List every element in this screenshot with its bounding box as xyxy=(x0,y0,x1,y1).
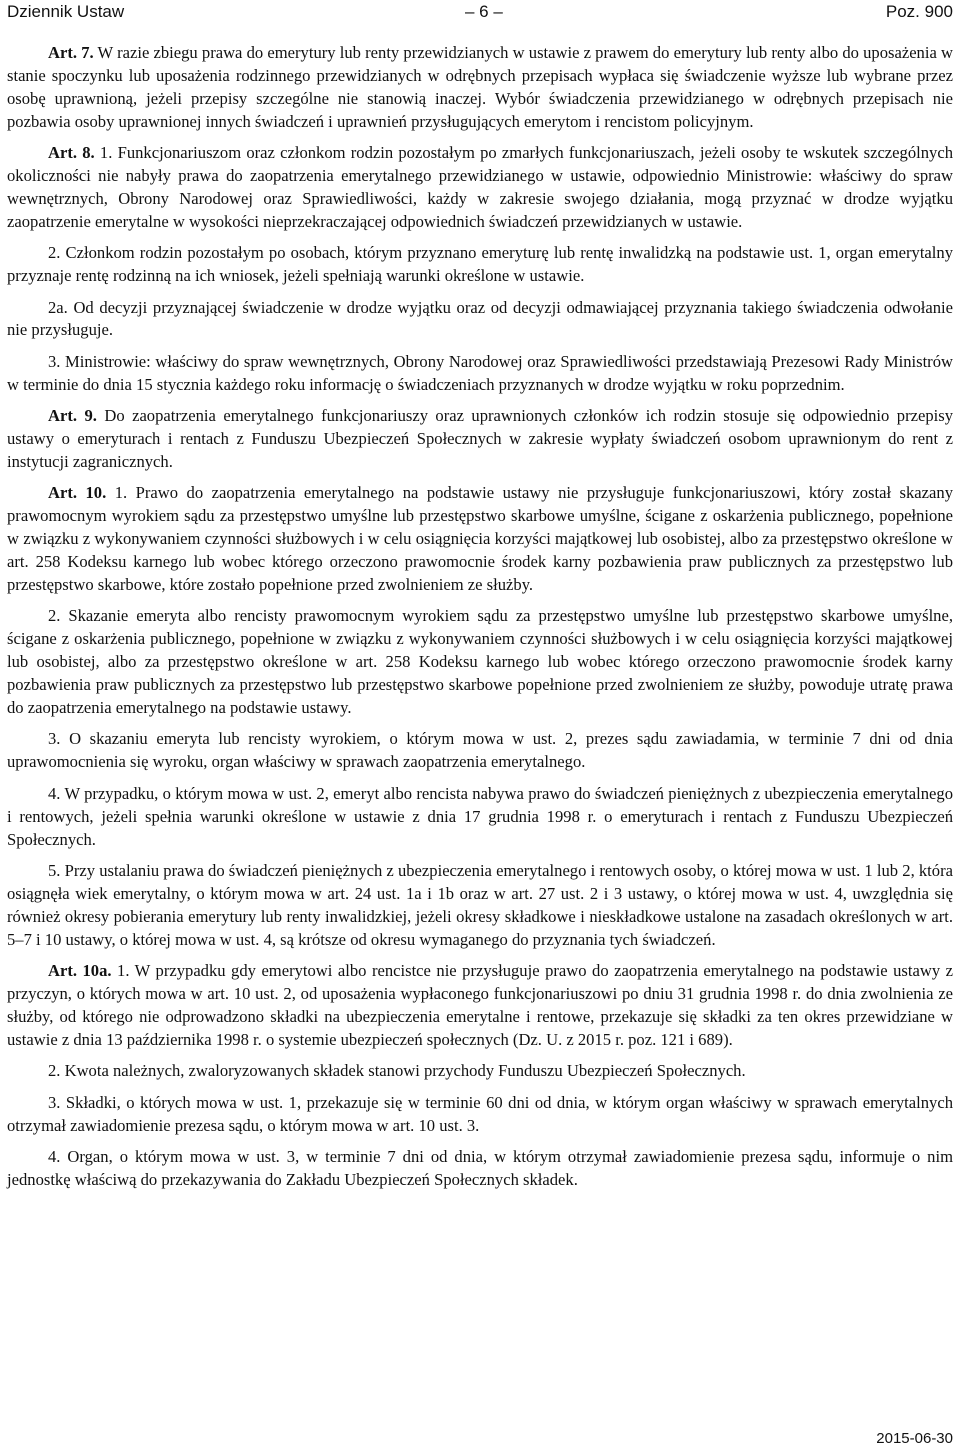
paragraph-art-10-5 xyxy=(7,860,953,952)
paragraph-text: 2. Kwota należnych, zwaloryzowanych składek stanowi przychody Funduszu Ubezpieczeń Społecznych. xyxy=(48,1061,746,1081)
paragraph-art-10-4 xyxy=(7,783,953,852)
article-label: Art. 10. xyxy=(48,483,107,503)
paragraph-art-10a-4 xyxy=(7,1146,953,1192)
paragraph-art-9 xyxy=(7,405,953,474)
paragraph-art-8-1 xyxy=(7,142,953,234)
paragraph-art-10-2 xyxy=(7,605,953,720)
paragraph-text: Do zaopatrzenia emerytalnego funkcjonariuszy oraz uprawnionych członków ich rodzin stosuje się odpowiednio przepisy ustawy o emeryturach i rentach z Funduszu Ubezpieczeń Społecznych w zakresie wypłaty świadczeń osobom uprawnionym do rent z instytucji zagranicznych. xyxy=(7,406,953,471)
page-header xyxy=(7,0,953,24)
paragraph-text: 4. Organ, o którym mowa w ust. 3, w terminie 7 dni od dnia, w którym otrzymał zawiadomienie prezesa sądu, informuje o nim jednostkę właściwą do przekazywania do Zakładu Ubezpieczeń Społecznych składek. xyxy=(7,1146,953,1189)
position-number: Poz. 900 xyxy=(885,2,953,21)
document-body xyxy=(7,42,953,1192)
paragraph-art-10-3 xyxy=(7,728,953,774)
paragraph-art-10a-3 xyxy=(7,1092,953,1138)
paragraph-art-7 xyxy=(7,42,953,134)
paragraph-text: 3. O skazaniu emeryta lub rencisty wyrokiem, o którym mowa w ust. 2, prezes sądu zawiadamia, w terminie 7 dni od dnia uprawomocnienia się wyroku, organ właściwy w sprawach zaopatrzenia emerytalnego. xyxy=(7,729,953,772)
paragraph-text: 1. Prawo do zaopatrzenia emerytalnego na podstawie ustawy nie przysługuje funkcjonariuszowi, który został skazany prawomocnym wyrokiem sądu za przestępstwo umyślne lub przestępstwo skarbowe umyślne, ścigane z oskarżenia publicznego, popełnione w związku z wykonywaniem czynności służbowych i w celu osiągnięcia korzyści majątkowej lub osobistej, albo za przestępstwo określone w art. 258 Kodeksu karnego lub wobec którego orzeczono prawomocnie środek karny pozbawienia praw publicznych za przestępstwo lub przestępstwo skarbowe, które zostało popełnione przed zwolnieniem ze służby. xyxy=(7,483,953,595)
paragraph-art-8-3 xyxy=(7,351,953,397)
paragraph-text: 2. Skazanie emeryta albo rencisty prawomocnym wyrokiem sądu za przestępstwo umyślne lub przestępstwo skarbowe umyślne, ścigane z oskarżenia publicznego, popełnione w związku z wykonywaniem czynności służbowych i w celu osiągnięcia korzyści majątkowej lub osobistej, albo za przestępstwo określone w art. 258 Kodeksu karnego lub wobec którego orzeczono prawomocnie środek karny pozbawienia praw publicznych za przestępstwo lub przestępstwo skarbowe popełnione przed zwolnieniem ze służby, powoduje utratę prawa do zaopatrzenia emerytalnego na podstawie ustawy. xyxy=(7,606,953,718)
paragraph-text: W razie zbiegu prawa do emerytury lub renty przewidzianych w ustawie z prawem do emerytury lub renty albo do uposażenia w stanie spoczynku lub uposażenia rodzinnego przewidzianych w odrębnych przepisach wypłaca się świadczenie wyższe lub wybrane przez osobę uprawnioną, jeżeli przepisy szczególne nie stanowią inaczej. Wybór świadczenia przewidzianego w odrębnych przepisach nie pozbawia osoby uprawnionej innych świadczeń i uprawnień przysługujących emerytom i rencistom policyjnym. xyxy=(7,43,953,131)
paragraph-text: 1. Funkcjonariuszom oraz członkom rodzin pozostałym po zmarłych funkcjonariuszach, jeżeli osoby te wskutek szczególnych okoliczności nie nabyły prawa do zaopatrzenia emerytalnego przewidzianego w ustawie, odpowiednio Ministrowie: właściwy do spraw wewnętrznych, Obrony Narodowej oraz Sprawiedliwości, każdy w zakresie swojego działania, mogą przyznać w drodze wyjątku zaopatrzenie emerytalne w wysokości nieprzekraczającej odpowiednich świadczeń przewidzianych w ustawie. xyxy=(7,143,953,231)
paragraph-art-10a-2 xyxy=(7,1060,953,1083)
page-number: – 6 – xyxy=(465,2,503,21)
paragraph-art-10-1 xyxy=(7,482,953,597)
paragraph-art-8-2 xyxy=(7,242,953,288)
paragraph-text: 2a. Od decyzji przyznającej świadczenie w drodze wyjątku oraz od decyzji odmawiającej przyznania takiego świadczenia odwołanie nie przysługuje. xyxy=(7,297,953,340)
paragraph-text: 3. Ministrowie: właściwy do spraw wewnętrznych, Obrony Narodowej oraz Sprawiedliwości przedstawiają Prezesowi Rady Ministrów w terminie do dnia 15 stycznia każdego roku informację o świadczeniach przyznanych w drodze wyjątku w roku poprzednim. xyxy=(7,351,953,394)
publication-title: Dziennik Ustaw xyxy=(7,2,125,21)
article-label: Art. 9. xyxy=(48,406,97,426)
article-label: Art. 10a. xyxy=(48,961,112,981)
article-label: Art. 7. xyxy=(48,43,94,62)
article-label: Art. 8. xyxy=(48,143,95,163)
paragraph-text: 3. Składki, o których mowa w ust. 1, przekazuje się w terminie 60 dni od dnia, w którym organ właściwy w sprawach emerytalnych otrzymał zawiadomienie prezesa sądu, o którym mowa w art. 10 ust. 3. xyxy=(7,1092,953,1135)
paragraph-art-8-2a xyxy=(7,297,953,343)
paragraph-art-10a-1 xyxy=(7,960,953,1052)
paragraph-text: 1. W przypadku gdy emerytowi albo rencistce nie przysługuje prawo do zaopatrzenia emerytalnego na podstawie ustawy z przyczyn, o których mowa w art. 10 ust. 2, od uposażenia wypłaconego funkcjonariuszowi po dniu 31 grudnia 1998 r. do dnia zwolnienia ze służby, od którego nie odprowadzono składki na ubezpieczenia emerytalne i rentowe, przekazuje się składki za ten okres przewidziane w ustawie z dnia 13 października 1998 r. o systemie ubezpieczeń społecznych (Dz. U. z 2015 r. poz. 121 i 689). xyxy=(7,961,953,1049)
paragraph-text: 4. W przypadku, o którym mowa w ust. 2, emeryt albo rencista nabywa prawo do świadczeń pieniężnych z ubezpieczenia emerytalnego i rentowych, jeżeli spełnia warunki określone w ustawie z dnia 17 grudnia 1998 r. o emeryturach i rentach z Funduszu Ubezpieczeń Społecznych. xyxy=(7,783,953,849)
paragraph-text: 2. Członkom rodzin pozostałym po osobach, którym przyznano emeryturę lub rentę inwalidzką na podstawie ust. 1, organ emerytalny przyznaje rentę rodzinną na ich wniosek, jeżeli spełniają warunki określone w ustawie. xyxy=(7,243,953,286)
footer-date: 2015-06-30 xyxy=(876,1430,953,1447)
paragraph-text: 5. Przy ustalaniu prawa do świadczeń pieniężnych z ubezpieczenia emerytalnego i rentowych osoby, o której mowa w ust. 1 lub 2, która osiągnęła wiek emerytalny, o którym mowa w art. 24 ust. 1a i 1b oraz w art. 27 ust. 2 i 3 ustawy, o której mowa w ust. 4, uwzględnia się również okresy pobierania emerytury lub renty inwalidzkiej, jeżeli okresy składkowe i nieskładkowe ustalone na zasadach określonych w art. 5–7 i 10 ustawy, o której mowa w ust. 4, są krótsze od okresu wymaganego do przyznania tych świadczeń. xyxy=(7,861,953,949)
